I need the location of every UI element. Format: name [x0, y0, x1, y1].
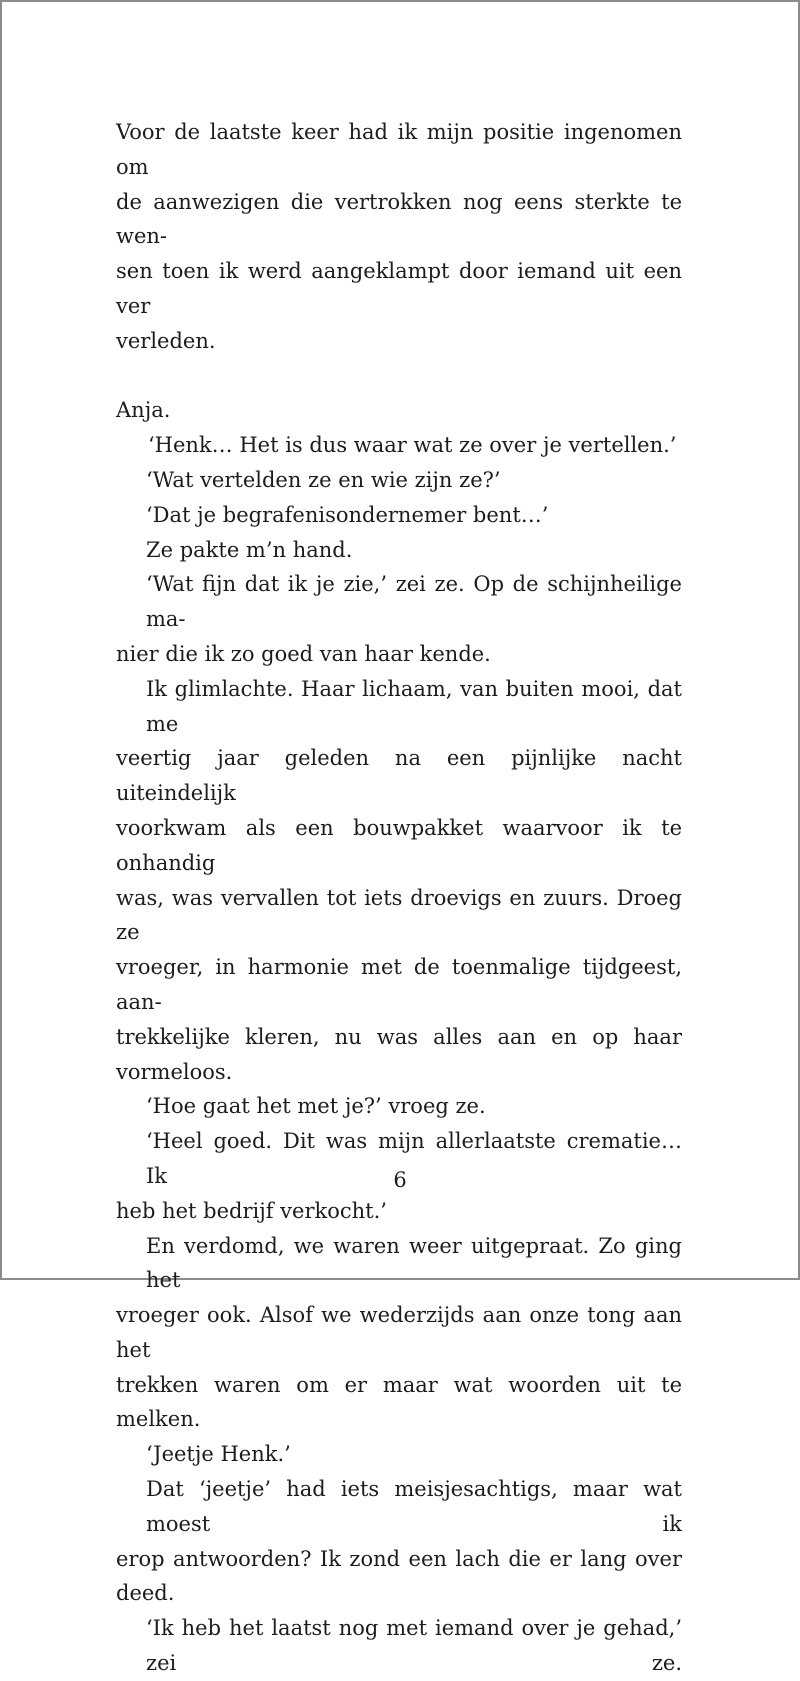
- paragraph: [116, 1089, 682, 1124]
- text-line: Anja.: [116, 398, 171, 423]
- paragraph: [116, 1229, 682, 1438]
- text-line: nier die ik zo goed van haar kende.: [116, 641, 491, 666]
- page-number: 6: [393, 1168, 407, 1192]
- text-line: Ze pakte m’n hand.: [146, 537, 353, 562]
- text-line: trekken waren om er maar wat woorden uit te melken.: [116, 1372, 682, 1432]
- paragraph: [116, 1472, 682, 1611]
- text-line: ‘Hoe gaat het met je?’ vroeg ze.: [146, 1094, 486, 1119]
- paragraph: [116, 463, 682, 498]
- text-line: Ik glimlachte. Haar lichaam, van buiten mooi, dat me: [146, 676, 682, 736]
- paragraph: [116, 1437, 682, 1472]
- paragraph: [116, 533, 682, 568]
- text-line: heb het bedrijf verkocht.’: [116, 1198, 387, 1223]
- text-line: En verdomd, we waren weer uitgepraat. Zo ging het: [146, 1233, 682, 1293]
- paragraph: [116, 115, 682, 359]
- text-line: ‘Jeetje Henk.’: [146, 1442, 291, 1467]
- text-line: voorkwam als een bouwpakket waarvoor ik te onhandig: [116, 815, 682, 875]
- paragraph: [116, 672, 682, 1090]
- text-line: ‘Wat fijn dat ik je zie,’ zei ze. Op de schijnheilige ma-: [146, 572, 682, 632]
- paragraph: [116, 393, 682, 428]
- text-line: veertig jaar geleden na een pijnlijke nacht uiteindelijk: [116, 746, 682, 806]
- body-text: [116, 115, 682, 1681]
- text-line: de aanwezigen die vertrokken nog eens sterkte te wen-: [116, 189, 682, 249]
- text-line: ‘Dat je begrafenisondernemer bent…’: [146, 502, 549, 527]
- text-line: erop antwoorden? Ik zond een lach die er lang over deed.: [116, 1546, 682, 1606]
- text-line: trekkelijke kleren, nu was alles aan en op haar vormeloos.: [116, 1024, 682, 1084]
- text-line: Voor de laatste keer had ik mijn positie ingenomen om: [116, 120, 682, 179]
- text-line: Dat ‘jeetje’ had iets meisjesachtigs, maar wat moest ik: [146, 1477, 682, 1536]
- text-line: sen toen ik werd aangeklampt door iemand uit een ver: [116, 259, 682, 318]
- text-line: ‘Henk… Het is dus waar wat ze over je vertellen.’: [148, 433, 677, 458]
- text-line: vroeger, in harmonie met de toenmalige tijdgeest, aan-: [116, 955, 682, 1014]
- text-line: verleden.: [116, 328, 216, 353]
- paragraph: [116, 1611, 682, 1681]
- text-line: was, was vervallen tot iets droevigs en zuurs. Droeg ze: [116, 885, 682, 945]
- section-break: [116, 359, 682, 394]
- text-line: vroeger ook. Alsof we wederzijds aan onze tong aan het: [116, 1303, 682, 1362]
- text-line: ‘Wat vertelden ze en wie zijn ze?’: [146, 467, 501, 492]
- paragraph: [116, 498, 682, 533]
- text-line: ‘Heel goed. Dit was mijn allerlaatste crematie… Ik: [146, 1129, 682, 1188]
- text-line: ‘Ik heb het laatst nog met iemand over je gehad,’ zei ze.: [146, 1616, 682, 1676]
- paragraph: [116, 567, 682, 671]
- paragraph: [116, 428, 682, 463]
